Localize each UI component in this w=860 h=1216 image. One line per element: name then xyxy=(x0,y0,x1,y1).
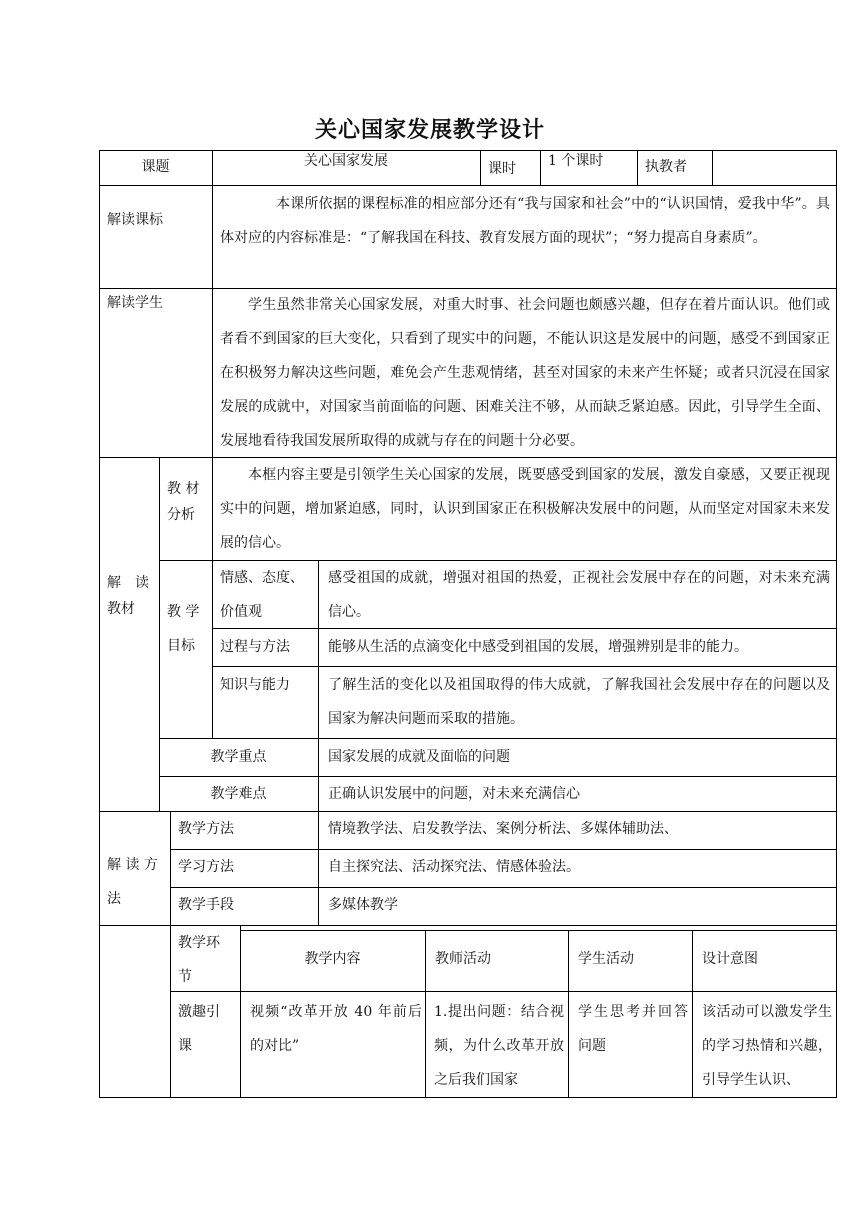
students-label: 解读学生 xyxy=(107,295,163,311)
goals-label-line2: 目标 xyxy=(167,638,195,654)
analysis-text: 本框内容主要是引领学生关心国家的发展，既要感受到国家的发展，激发自豪感，又要正视现实中的问题，增加紧迫感，同时，认识到国家正在积极解决发展中的问题，从而坚定对国家未来发展的信心。 xyxy=(220,467,830,551)
stage-cell xyxy=(178,995,220,1063)
difficulty-text: 正确认识发展中的问题，对未来充满信心 xyxy=(328,786,580,802)
goal-emotion-label-line1: 情感、态度、 xyxy=(220,570,304,586)
stage-header-line2: 节 xyxy=(178,969,192,985)
students-text: 学生虽然非常关心国家发展，对重大时事、社会问题也颇感兴趣，但存在着片面认识。他们或者看不到国家的巨大变化，只看到了现实中的问题，不能认识这是发展中的问题，感受不到国家正在积极努力解决这些问题，难免会产生悲观情绪，甚至对国家的未来产生怀疑；或者只沉浸在国家发展的成就中，对国家当前面临的问题、困难关注不够，从而缺乏紧迫感。因此，引导学生全面、发展地看待我国发展所取得的成就与存在的问题十分必要。 xyxy=(220,297,830,449)
goal-knowledge-text: 了解生活的变化以及祖国取得的伟大成就，了解我国社会发展中存在的问题以及国家为解决问题而采取的措施。 xyxy=(328,677,830,727)
goal-process-label: 过程与方法 xyxy=(220,639,290,655)
goals-label-line1: 教 学 xyxy=(167,604,200,620)
curriculum-text: 本课所依据的课程标准的相应部分还有“我与国家和社会”中的“认识国情，爱我中华”。具体对应的内容标准是：“了解我国在科技、教育发展方面的现状”；“努力提高自身素质”。 xyxy=(220,196,830,246)
teaching-means-label: 教学手段 xyxy=(178,897,234,913)
student-activity-header: 学生活动 xyxy=(578,951,634,967)
topic-value: 关心国家发展 xyxy=(304,153,388,169)
learning-method-label: 学习方法 xyxy=(178,859,234,875)
stage-header xyxy=(178,926,220,994)
textbook-label-line2: 教材 xyxy=(107,601,135,617)
analysis-label-line1: 教 材 xyxy=(167,481,200,497)
student-activity-cell: 学生思考并回答问题 xyxy=(578,1004,688,1054)
textbook-label xyxy=(107,570,149,622)
methods-label-line2: 法 xyxy=(107,891,121,907)
stage-cell-line1: 激趣引 xyxy=(178,1004,220,1020)
topic-label: 课题 xyxy=(141,159,170,175)
goals-label xyxy=(167,595,199,663)
analysis-label-line2: 分析 xyxy=(167,507,195,523)
methods-label xyxy=(107,848,158,916)
content-header: 教学内容 xyxy=(304,951,361,967)
goal-emotion-label-line2: 价值观 xyxy=(220,604,262,620)
curriculum-label: 解读课标 xyxy=(107,212,163,228)
goal-knowledge-label: 知识与能力 xyxy=(220,677,290,693)
stage-header-line1: 教学环 xyxy=(178,935,220,951)
teacher-label: 执教者 xyxy=(645,159,687,175)
difficulty-label: 教学难点 xyxy=(210,786,267,802)
key-point-label: 教学重点 xyxy=(210,749,267,765)
document-title: 关心国家发展教学设计 xyxy=(314,118,545,143)
design-intent-header: 设计意图 xyxy=(702,951,758,967)
key-point-text: 国家发展的成就及面临的问题 xyxy=(328,749,510,765)
teacher-activity-cell: 1.提出问题：结合视频，为什么改革开放之后我们国家 xyxy=(434,1004,564,1088)
methods-label-line1: 解 读 方 xyxy=(107,857,158,873)
teaching-means-text: 多媒体教学 xyxy=(328,897,398,913)
hours-label: 课时 xyxy=(488,161,516,177)
teaching-method-text: 情境教学法、启发教学法、案例分析法、多媒体辅助法、 xyxy=(328,821,678,837)
teacher-activity-header: 教师活动 xyxy=(435,951,491,967)
design-intent-cell: 该活动可以激发学生的学习热情和兴趣，引导学生认识、 xyxy=(702,1004,832,1088)
hours-value: 1 个课时 xyxy=(548,153,604,169)
goal-emotion-text: 感受祖国的成就，增强对祖国的热爱，正视社会发展中存在的问题，对未来充满信心。 xyxy=(328,570,830,620)
goal-emotion-label xyxy=(220,561,304,629)
analysis-label xyxy=(167,476,199,528)
teaching-method-label: 教学方法 xyxy=(178,821,234,837)
stage-cell-line2: 课 xyxy=(178,1038,192,1054)
textbook-label-line1: 解 读 xyxy=(107,575,149,591)
content-cell: 视频“改革开放 40 年前后的对比” xyxy=(250,1004,422,1054)
goal-process-text: 能够从生活的点滴变化中感受到祖国的发展，增强辨别是非的能力。 xyxy=(328,639,748,655)
learning-method-text: 自主探究法、活动探究法、情感体验法。 xyxy=(328,859,580,875)
